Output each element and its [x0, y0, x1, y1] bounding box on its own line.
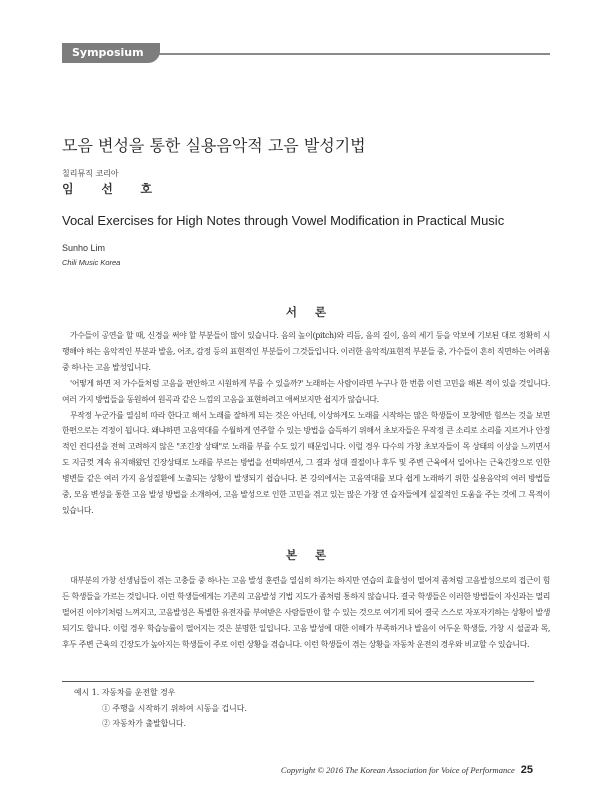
title-english: Vocal Exercises for High Notes through Vowel Modification in Practical Music — [62, 213, 505, 228]
example-label: 예시 1. 자동차를 운전할 경우 — [74, 688, 176, 697]
example-step: ② 자동차가 출발합니다. — [102, 719, 187, 728]
paragraph: '어떻게 하면 저 가수들처럼 고음을 편안하고 시원하게 부를 수 있을까?' 노래하는 사람이라면 누구나 한 번쯤 이런 고민을 해본 적이 있을 것입니다. 여러 가지 방법들을 동원하여 원곡과 같은 느낌의 고음을 표현하려고 애써보지만 쉽지가 않습니다. — [62, 378, 550, 404]
author-name-char: 선 — [101, 182, 113, 196]
paragraph: 가수들이 공연을 할 때, 신경을 써야 할 부분들이 많이 있습니다. 음의 높이(pitch)와 리듬, 음의 길이, 음의 세기 등을 악보에 기보된 대로 정확히 시행해야 하는 음악적인 부분과 발음, 어조, 감정 등의 표현적인 부분들이 그것들입니다. 이러한 음악적/표현적 부분들 중, 가수들이 흔히 직면하는 어려움 중 하나는 고음 발성입니다. — [62, 331, 550, 372]
body-heading: 본 론 — [285, 548, 327, 562]
page-number: 25 — [520, 764, 533, 776]
example-box — [74, 685, 247, 732]
author-name-english: Sunho Lim — [62, 243, 106, 253]
paragraph: 무작정 누군가를 열심히 따라 한다고 해서 노래를 잘하게 되는 것은 아닌데, 이상하게도 노래를 시작하는 많은 학생들이 모창에만 힘쓰는 것을 보면 한편으로는 걱정이 됩니다. 왜냐하면 고음역대를 수월하게 연주할 수 있는 방법을 습득하기 위해서 초보자들은 무작정 큰 소리로 소리를 지르거나 안정적인 컨디션을 전혀 고려하지 않은 "조긴장 상태"로 노래를 부를 수도 있기 때문입니다. 이럴 경우 다수의 가창 초보자들이 목 상태의 이상을 느끼면서도 지금껏 계속 유지해왔던 긴장상태로 노래를 부르는 방법을 선택하면서, 그 결과 성대 결절이나 후두 및 주변 근육에서 일어나는 근육긴장으로 인한 병변들 같은 여러 가지 음성질환에 노출되는 상황이 발생되기 쉽습니다. 본 강의에서는 고음역대를 보다 쉽게 노래하기 위한 실용음악의 여러 방법들 중, 모음 변성을 통한 고음 발성 방법을 소개하여, 고음 발성으로 인한 고민을 겪고 있는 많은 가창 연 습자들에게 실질적인 도움을 주는 것에 그 목적이 있습니다. — [62, 410, 550, 515]
author-name-korean — [62, 180, 152, 197]
section-tag: Symposium — [62, 43, 160, 63]
example-rule — [62, 681, 534, 682]
body-section — [62, 573, 550, 653]
page-footer — [281, 764, 533, 776]
example-step: ① 주행을 시작하기 위하여 시동을 겁니다. — [102, 703, 247, 713]
intro-section — [62, 328, 550, 519]
author-affiliation-english: Chili Music Korea — [62, 258, 121, 267]
title-korean: 모음 변성을 통한 실용음악적 고음 발성기법 — [62, 136, 366, 155]
paragraph: 대부분의 가창 선생님들이 겪는 고충들 중 하나는 고음 발성 훈련을 열심히 하기는 하지만 연습의 효율성이 떨어져 좀처럼 고음발성으로의 접근이 힘든 학생들을 가르는 것입니다. 이런 학생들에게는 기존의 고음발성 기법 지도가 좀처럼 통하지 않습니다. 결국 학생들은 이러한 방법들이 자신과는 멀리 떨어진 이야기처럼 느껴지고, 고음발성은 특별한 유전자를 부여받은 사람들만이 할 수 있는 것으로 여기게 되어 결국 스스로 자포자기하는 상황이 발생되기도 합니다. 이럴 경우 학습능률이 떨어지는 것은 분명한 일입니다. 고음 발성에 대한 이해가 부족하거나 발음이 어두운 학생들, 가창 시 설골과 목, 후두 주변 근육의 긴장도가 높아지는 학생들이 주로 이런 상황을 겪습니다. 이런 학생들이 겪는 상황을 자동차 운전의 경우와 비교할 수 있습니다. — [62, 576, 550, 649]
author-name-char: 호 — [140, 182, 152, 196]
author-affiliation-korean: 칠리뮤직 코리아 — [62, 169, 119, 178]
copyright-text: Copyright © 2016 The Korean Association for Voice of Performance — [280, 765, 515, 775]
author-name-char: 임 — [62, 182, 74, 196]
intro-heading: 서 론 — [285, 305, 327, 319]
